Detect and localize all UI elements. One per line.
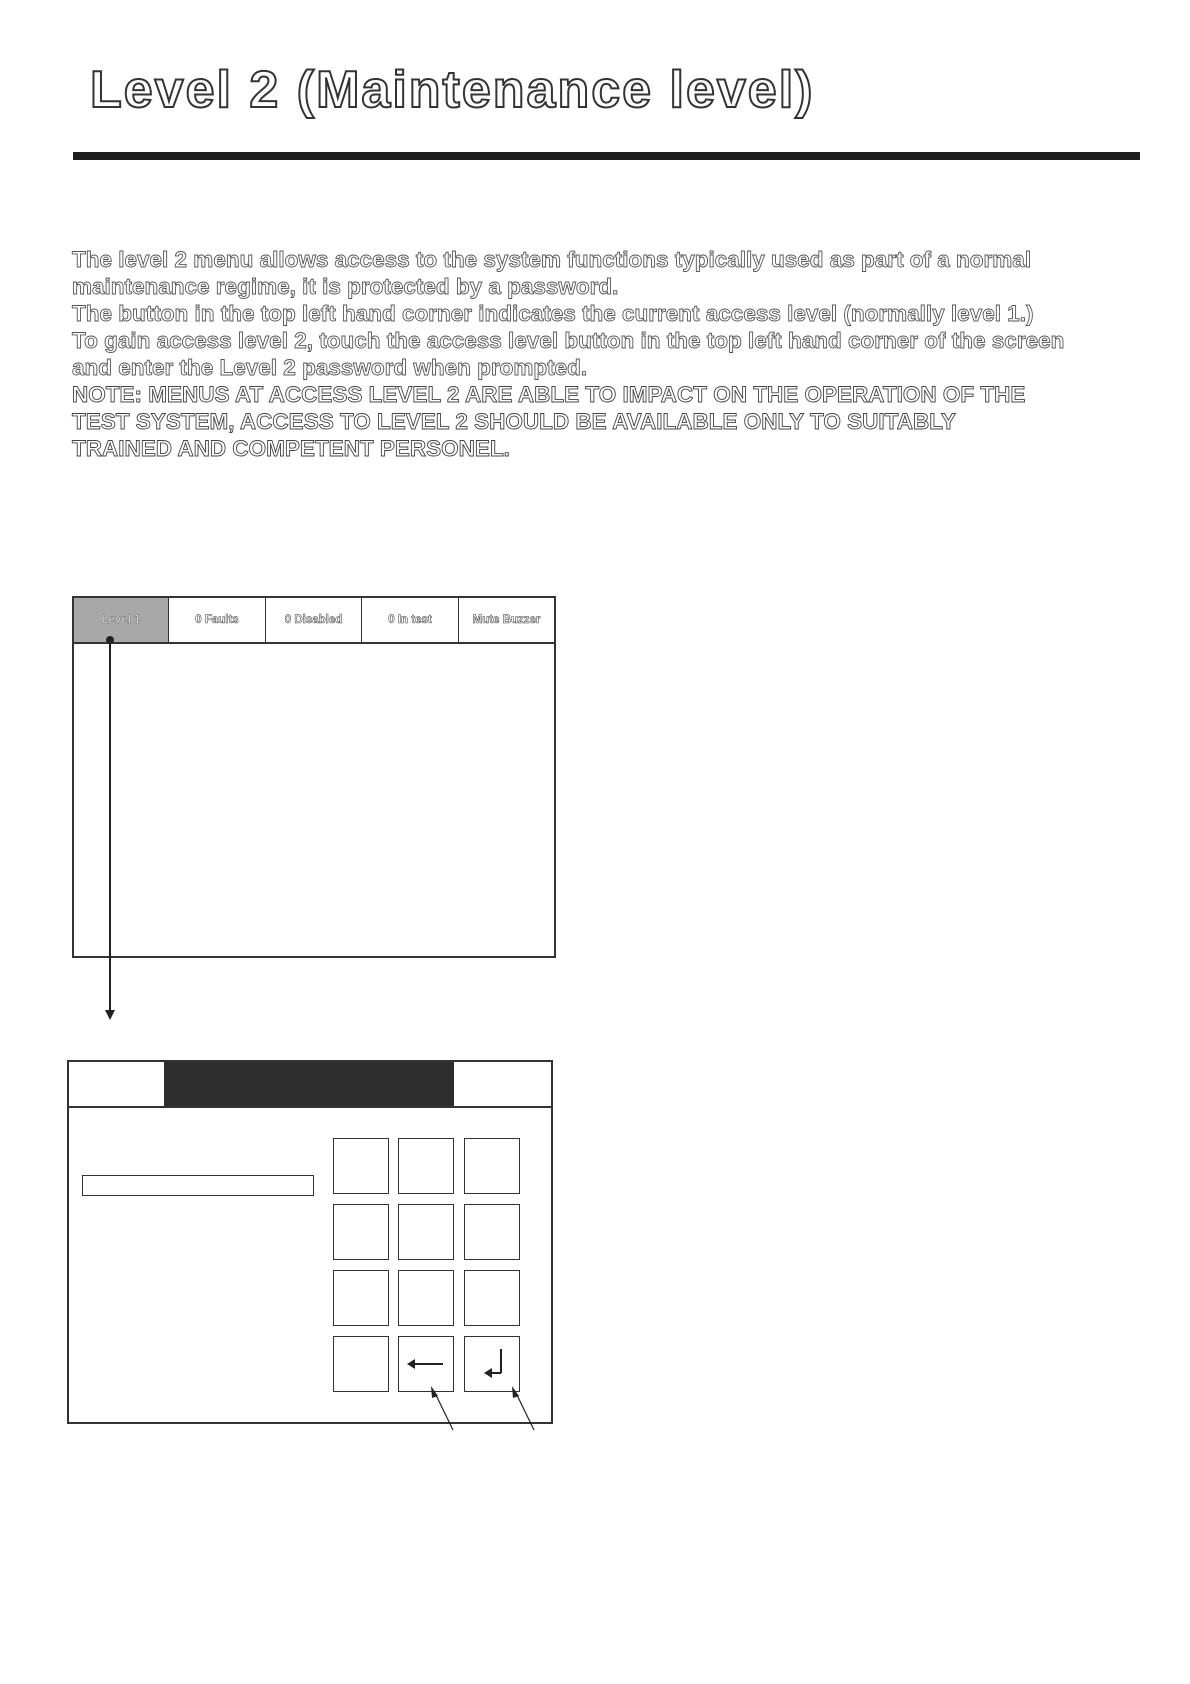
- intro-line: The button in the top left hand corner indicates the current access level (normally level 1.): [72, 301, 1034, 326]
- disabled-button[interactable]: 0 Disabled: [266, 598, 362, 642]
- warning-note-line: TRAINED AND COMPETENT PERSONEL.: [72, 436, 510, 461]
- arrowhead-icon: [431, 1386, 438, 1398]
- access-level-button[interactable]: Level 1: [74, 598, 169, 642]
- intro-line: To gain access level 2, touch the access level button in the top left hand corner of the screen: [72, 328, 1065, 353]
- intro-line: The level 2 menu allows access to the system functions typically used as part of a normal: [72, 247, 1032, 272]
- warning-note-line: NOTE: MENUS AT ACCESS LEVEL 2 ARE ABLE TO IMPACT ON THE OPERATION OF THE: [72, 382, 1026, 407]
- backspace-callout-line: [435, 1393, 453, 1430]
- warning-note-line: TEST SYSTEM, ACCESS TO LEVEL 2 SHOULD BE AVAILABLE ONLY TO SUITABLY: [72, 409, 956, 434]
- intro-line: and enter the Level 2 password when prompted.: [72, 355, 588, 380]
- arrowhead-down-icon: [105, 1010, 115, 1020]
- page-title: Level 2 (Maintenance level): [90, 61, 815, 119]
- enter-callout-line: [516, 1393, 534, 1430]
- mute-buzzer-button[interactable]: Mute Buzzer: [472, 614, 541, 626]
- intro-line: maintenance regime, it is protected by a password.: [72, 274, 619, 299]
- arrowhead-icon: [512, 1386, 519, 1398]
- faults-button[interactable]: 0 Faults: [169, 598, 266, 642]
- in-test-button[interactable]: 0 In test: [362, 598, 459, 642]
